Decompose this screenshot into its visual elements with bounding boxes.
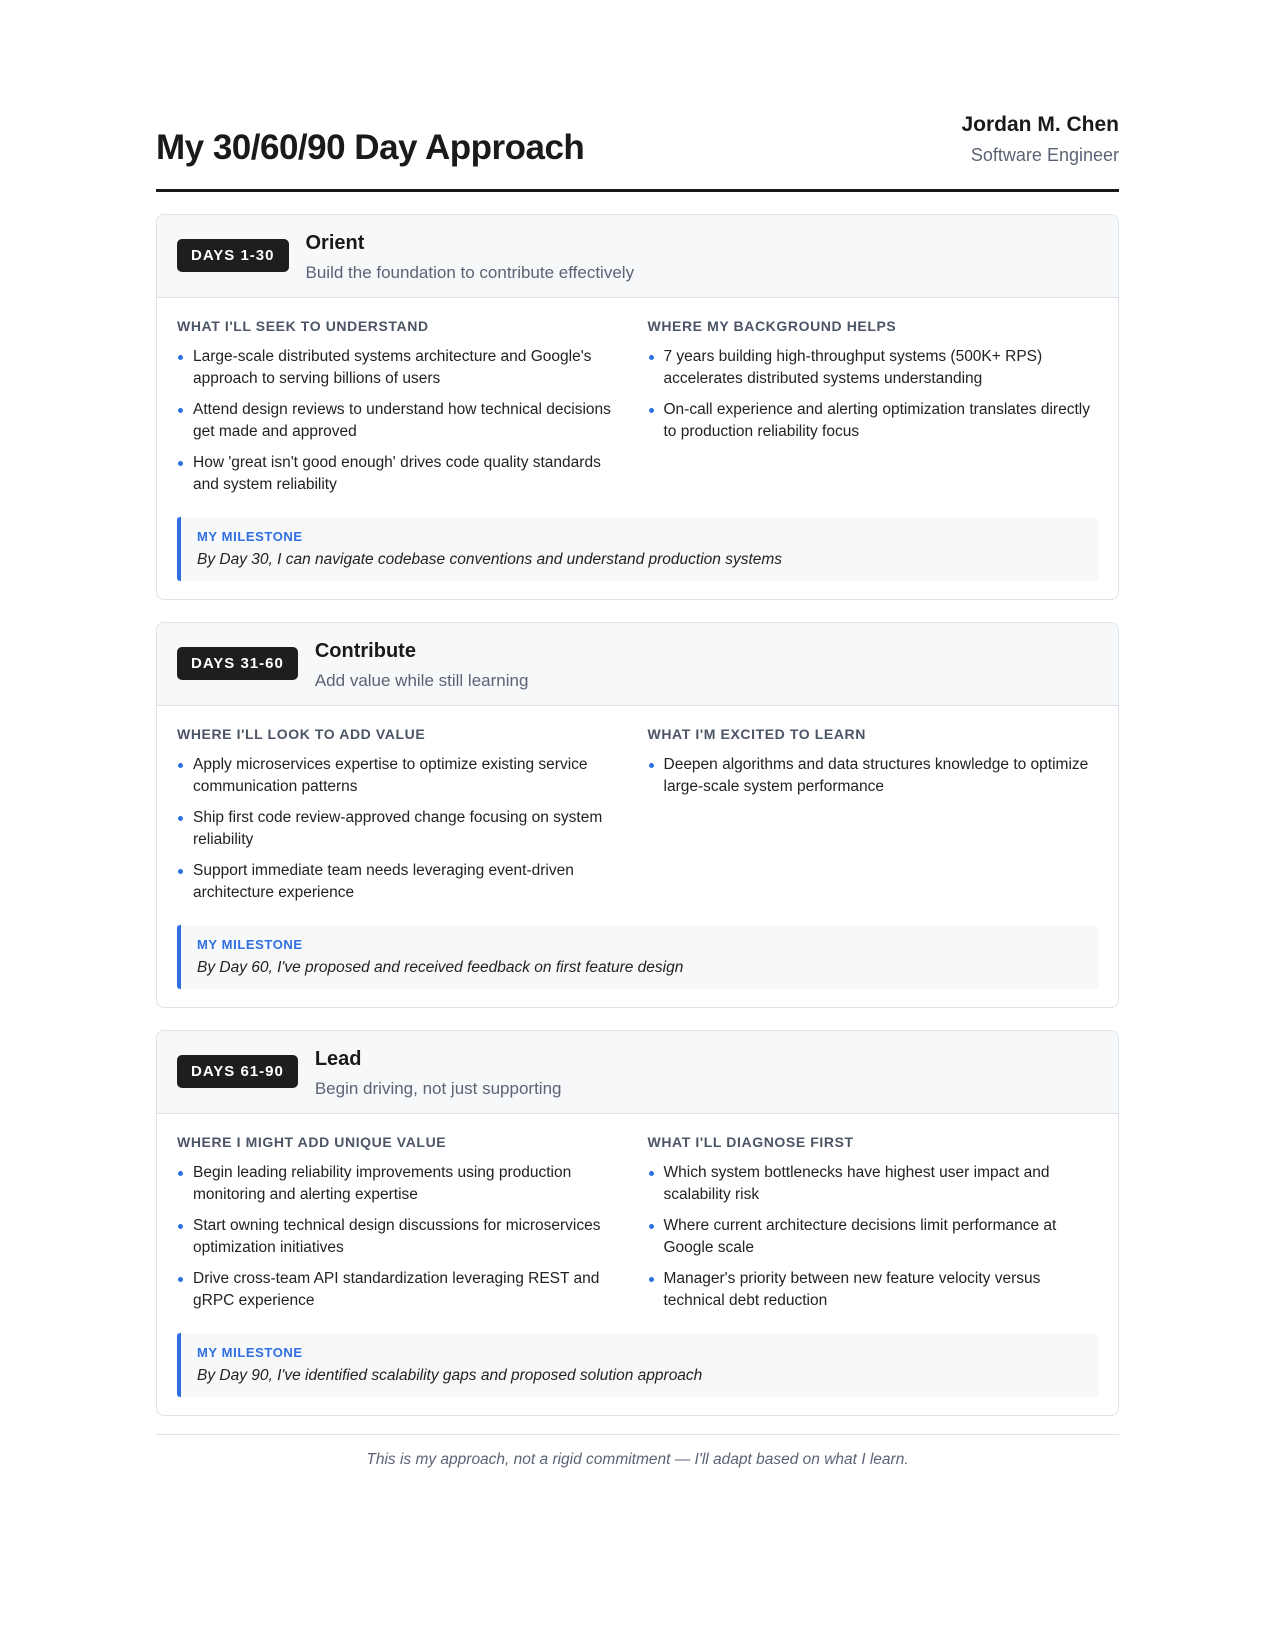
milestone-label: MY MILESTONE bbox=[197, 1344, 303, 1360]
column-title: WHAT I'LL DIAGNOSE FIRST bbox=[647, 1133, 854, 1150]
phase-card-days-61-90 bbox=[156, 1030, 1119, 1416]
document-header bbox=[156, 0, 1119, 192]
page-title: My 30/60/90 Day Approach bbox=[156, 127, 585, 167]
phase-card-days-1-30 bbox=[156, 214, 1119, 600]
list-item: Start owning technical design discussions for microservices optimization initiatives bbox=[177, 1215, 628, 1259]
column-title: WHERE MY BACKGROUND HELPS bbox=[647, 317, 897, 334]
bullet-list bbox=[648, 346, 1099, 443]
right-column bbox=[648, 726, 1099, 913]
list-item: Where current architecture decisions limit performance at Google scale bbox=[648, 1215, 1099, 1259]
phase-card-days-31-60 bbox=[156, 622, 1119, 1008]
milestone-box bbox=[177, 1333, 1098, 1397]
left-column bbox=[177, 726, 628, 913]
phase-header bbox=[157, 623, 1118, 706]
milestone-label: MY MILESTONE bbox=[197, 528, 303, 544]
bullet-list bbox=[648, 754, 1099, 798]
list-item: Which system bottlenecks have highest user impact and scalability risk bbox=[648, 1162, 1099, 1206]
column-title: WHERE I'LL LOOK TO ADD VALUE bbox=[177, 725, 426, 742]
phase-body bbox=[157, 1114, 1118, 1415]
list-item: How 'great isn't good enough' drives code quality standards and system reliability bbox=[177, 452, 628, 496]
right-column bbox=[648, 1134, 1099, 1321]
list-item: Begin leading reliability improvements using production monitoring and alerting expertise bbox=[177, 1162, 628, 1206]
list-item: 7 years building high-throughput systems (500K+ RPS) accelerates distributed systems understanding bbox=[648, 346, 1099, 390]
milestone-box bbox=[177, 925, 1098, 989]
list-item: Support immediate team needs leveraging event-driven architecture experience bbox=[177, 860, 628, 904]
phase-subtitle: Begin driving, not just supporting bbox=[314, 1078, 562, 1098]
bullet-list bbox=[177, 346, 628, 496]
phase-badge: DAYS 31-60 bbox=[177, 647, 298, 680]
milestone-text: By Day 30, I can navigate codebase conventions and understand production systems bbox=[197, 550, 783, 568]
phase-body bbox=[157, 706, 1118, 1007]
column-title: WHAT I'M EXCITED TO LEARN bbox=[647, 725, 866, 742]
left-column bbox=[177, 318, 628, 505]
phase-name: Orient bbox=[305, 231, 365, 254]
left-column bbox=[177, 1134, 628, 1321]
phase-name: Lead bbox=[314, 1047, 362, 1070]
milestone-text: By Day 60, I've proposed and received feedback on first feature design bbox=[197, 958, 684, 976]
phase-badge: DAYS 61-90 bbox=[177, 1055, 298, 1088]
milestone-text: By Day 90, I've identified scalability gaps and proposed solution approach bbox=[197, 1366, 703, 1384]
footer-note: This is my approach, not a rigid commitment — I'll adapt based on what I learn. bbox=[156, 1434, 1119, 1469]
right-column bbox=[648, 318, 1099, 505]
list-item: On-call experience and alerting optimization translates directly to production reliability focus bbox=[648, 399, 1099, 443]
phase-header bbox=[157, 1031, 1118, 1114]
phase-badge: DAYS 1-30 bbox=[177, 239, 289, 272]
phase-subtitle: Build the foundation to contribute effectively bbox=[305, 262, 635, 282]
phase-subtitle: Add value while still learning bbox=[314, 670, 529, 690]
column-title: WHAT I'LL SEEK TO UNDERSTAND bbox=[177, 317, 429, 334]
list-item: Attend design reviews to understand how technical decisions get made and approved bbox=[177, 399, 628, 443]
author-role: Software Engineer bbox=[970, 145, 1119, 166]
bullet-list bbox=[177, 754, 628, 904]
list-item: Ship first code review-approved change focusing on system reliability bbox=[177, 807, 628, 851]
list-item: Apply microservices expertise to optimize existing service communication patterns bbox=[177, 754, 628, 798]
author-block bbox=[961, 112, 1119, 167]
milestone-label: MY MILESTONE bbox=[197, 936, 303, 952]
list-item: Drive cross-team API standardization leveraging REST and gRPC experience bbox=[177, 1268, 628, 1312]
column-title: WHERE I MIGHT ADD UNIQUE VALUE bbox=[177, 1133, 447, 1150]
list-item: Deepen algorithms and data structures knowledge to optimize large-scale system performance bbox=[648, 754, 1099, 798]
list-item: Manager's priority between new feature velocity versus technical debt reduction bbox=[648, 1268, 1099, 1312]
author-name: Jordan M. Chen bbox=[961, 113, 1119, 136]
phase-body bbox=[157, 298, 1118, 599]
list-item: Large-scale distributed systems architecture and Google's approach to serving billions of users bbox=[177, 346, 628, 390]
bullet-list bbox=[177, 1162, 628, 1312]
bullet-list bbox=[648, 1162, 1099, 1312]
phase-name: Contribute bbox=[314, 639, 416, 662]
milestone-box bbox=[177, 517, 1098, 581]
phase-header bbox=[157, 215, 1118, 298]
